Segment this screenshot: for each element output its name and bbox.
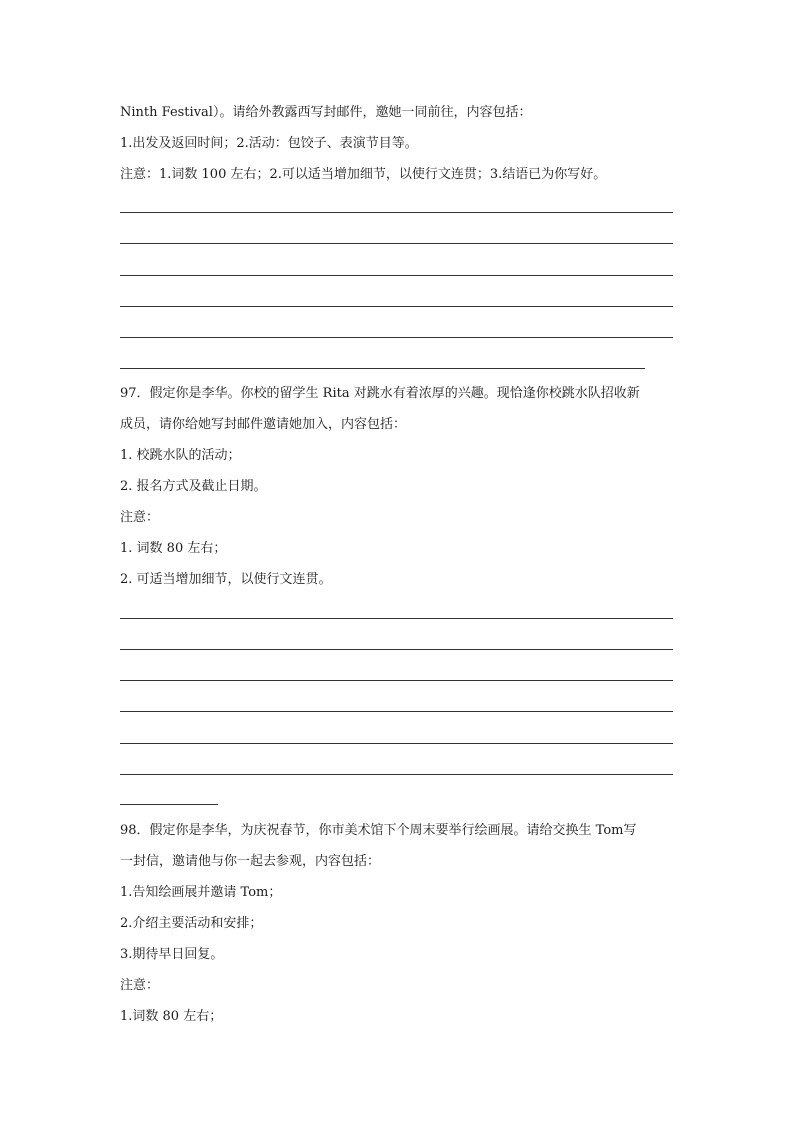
q98-note-label: 注意： bbox=[120, 978, 160, 993]
q96-answer-line[interactable] bbox=[120, 243, 673, 244]
q96-answer-line[interactable] bbox=[120, 337, 673, 338]
q97-answer-line[interactable] bbox=[120, 618, 673, 619]
q96-answer-line[interactable] bbox=[120, 275, 673, 276]
q96-answer-line[interactable] bbox=[120, 306, 673, 307]
q96-line-1: Ninth Festival）。请给外教露西写封邮件，邀她一同前往，内容包括： bbox=[120, 105, 532, 120]
q96-line-2: 1.出发及返回时间；2.活动：包饺子、表演节目等。 bbox=[120, 136, 418, 151]
q97-answer-line[interactable] bbox=[120, 649, 673, 650]
q97-line-1: 97．假定你是李华。你校的留学生 Rita 对跳水有着浓厚的兴趣。现恰逢你校跳水队招收新 bbox=[120, 386, 640, 401]
q96-line-3: 注意：1.词数 100 左右；2.可以适当增加细节，以使行文连贯；3.结语已为你写好。 bbox=[120, 167, 607, 182]
q97-answer-line[interactable] bbox=[120, 774, 673, 775]
q97-note-2: 2. 可适当增加细节，以使行文连贯。 bbox=[120, 572, 332, 587]
q97-item-1: 1. 校跳水队的活动； bbox=[120, 448, 241, 463]
q98-note-1: 1.词数 80 左右； bbox=[120, 1009, 223, 1024]
q97-answer-line[interactable] bbox=[120, 804, 218, 805]
q97-answer-line[interactable] bbox=[120, 711, 673, 712]
q98-item-1: 1.告知绘画展并邀请 Tom； bbox=[120, 885, 282, 900]
q98-line-1: 98．假定你是李华，为庆祝春节，你市美术馆下个周末要举行绘画展。请给交换生 Tom写 bbox=[120, 823, 637, 838]
q97-note-1: 1. 词数 80 左右； bbox=[120, 541, 227, 556]
q96-answer-line[interactable] bbox=[120, 368, 645, 369]
q98-item-3: 3.期待早日回复。 bbox=[120, 947, 224, 962]
q97-line-2: 成员，请你给她写封邮件邀请她加入，内容包括： bbox=[120, 417, 407, 432]
q96-answer-line[interactable] bbox=[120, 212, 673, 213]
q97-note-label: 注意： bbox=[120, 510, 160, 525]
q97-answer-line[interactable] bbox=[120, 743, 673, 744]
q97-item-2: 2. 报名方式及截止日期。 bbox=[120, 479, 267, 494]
q98-line-2: 一封信，邀请他与你一起去参观，内容包括： bbox=[120, 854, 381, 869]
q98-item-2: 2.介绍主要活动和安排； bbox=[120, 916, 263, 931]
q97-answer-line[interactable] bbox=[120, 680, 673, 681]
